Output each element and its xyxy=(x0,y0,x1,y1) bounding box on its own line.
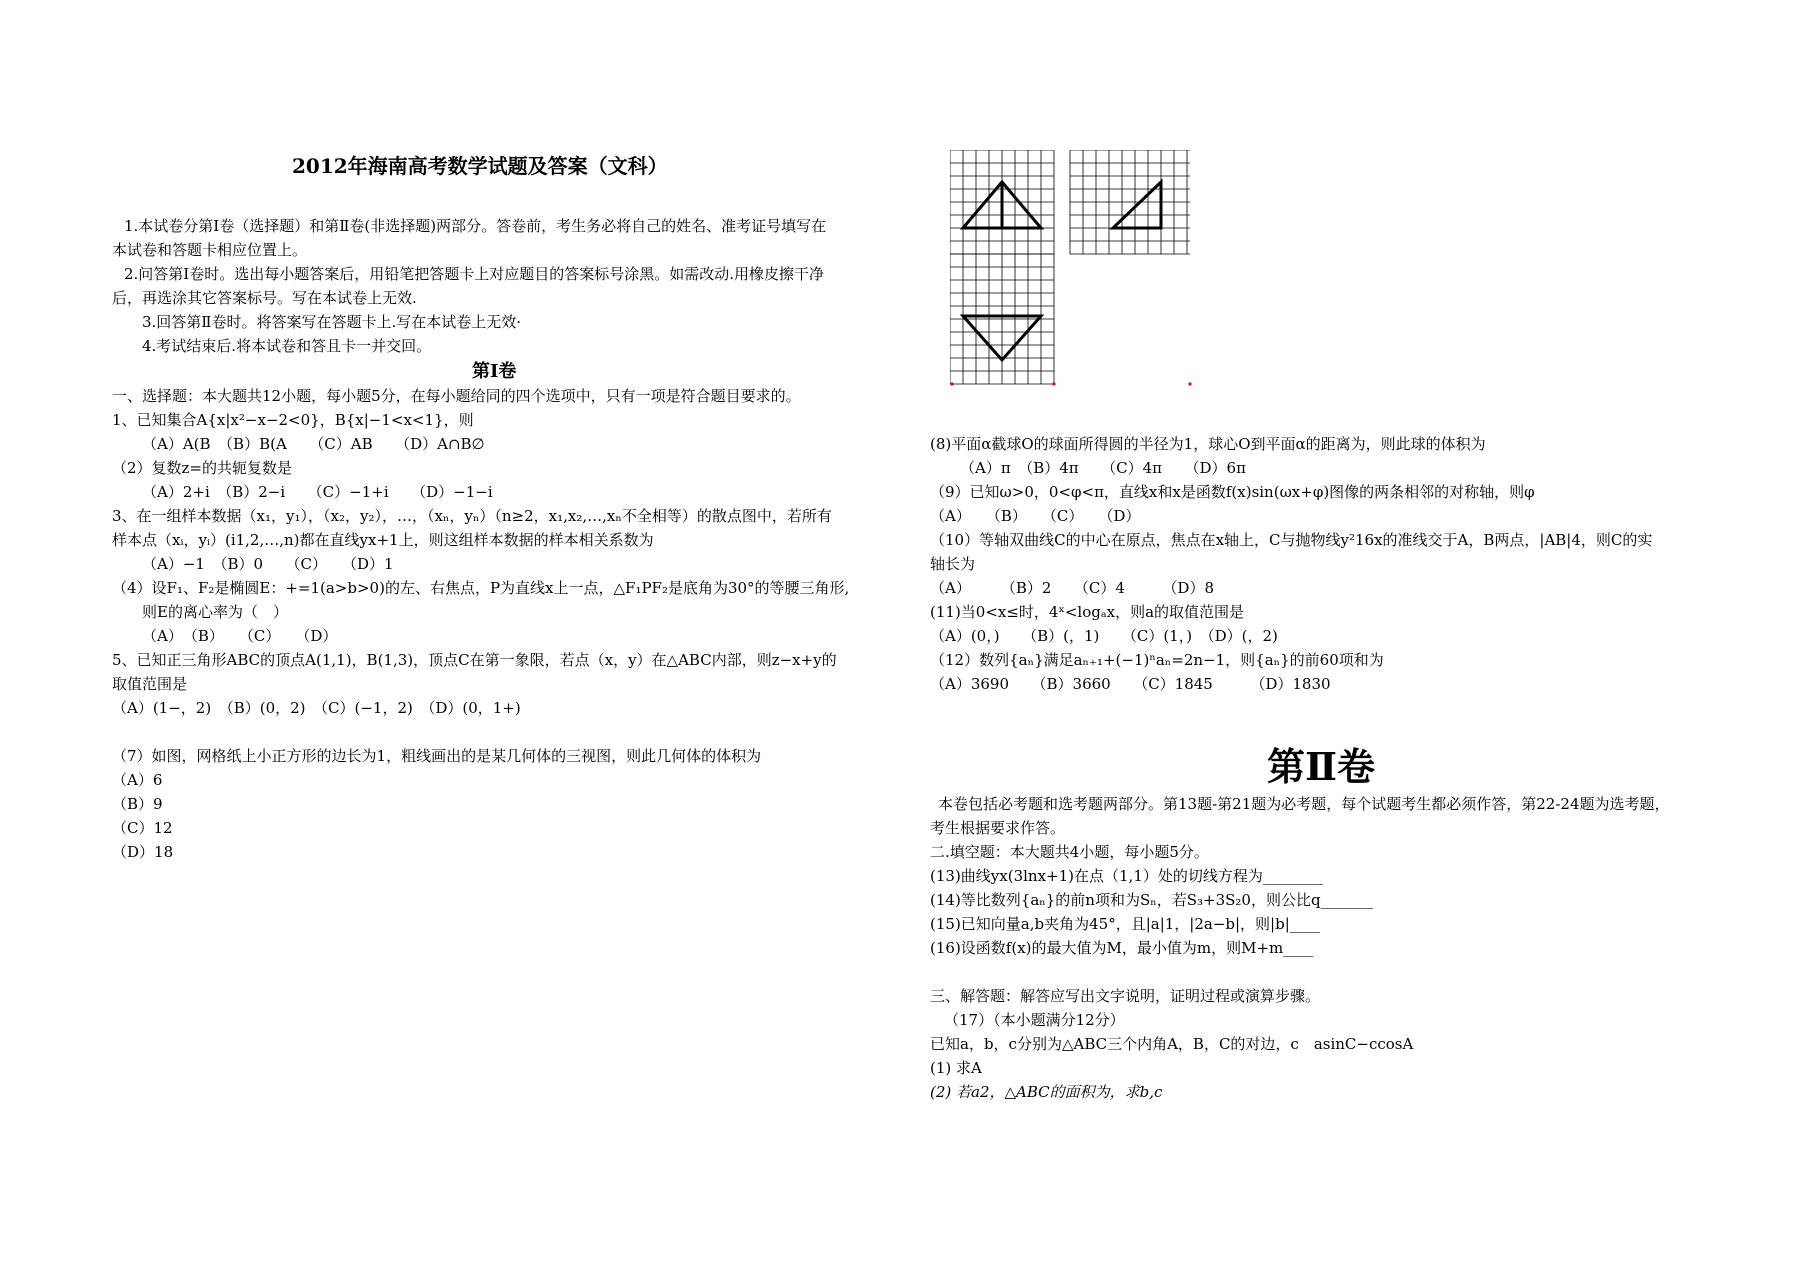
section1-heading: 一、选择题：本大题共12小题，每小题5分，在每小题给同的四个选项中，只有一项是符合题目要求的。 xyxy=(112,387,801,405)
q17-stem: 已知a，b，c分别为△ABC三个内角A，B，C的对边，c asinC−ccosA xyxy=(930,1035,1414,1053)
q15: (15)已知向量a,b夹角为45°，且|a|1，|2a−b|，则|b|____ xyxy=(930,915,1320,933)
q5-stem-cont: 取值范围是 xyxy=(112,675,188,693)
instruction-4: 4.考试结束后.将本试卷和答且卡一并交回。 xyxy=(142,337,432,355)
q7-option-b: （B）9 xyxy=(112,795,163,813)
part2-intro-cont: 考生根据要求作答。 xyxy=(930,819,1066,837)
q1-options: （A）A(B （B）B(A （C）AB （D）A∩B∅ xyxy=(142,435,485,453)
q10-stem-cont: 轴长为 xyxy=(930,555,976,573)
q4-stem: （4）设F₁、F₂是椭圆E：+=1(a>b>0)的左、右焦点，P为直线x上一点，△F₁PF₂是底角为30°的等腰三角形, xyxy=(112,579,850,597)
q9-stem: （9）已知ω>0，0<φ<π，直线x和x是函数f(x)sin(ωx+φ)图像的两条相邻的对称轴，则φ xyxy=(930,483,1535,501)
instruction-2: 2.问答第Ⅰ卷时。选出每小题答案后，用铅笔把答题卡上对应题目的答案标号涂黑。如需改动.用橡皮擦干净 xyxy=(124,265,825,283)
section3-heading: 三、解答题：解答应写出文字说明，证明过程或演算步骤。 xyxy=(930,987,1321,1005)
page-title: 2012年海南高考数学试题及答案（文科） xyxy=(292,154,668,178)
q10-options: （A） （B）2 （C）4 （D）8 xyxy=(930,579,1214,597)
q7-option-c: （C）12 xyxy=(112,819,173,837)
q1-stem: 1、已知集合A{x|x²−x−2<0}，B{x|−1<x<1}，则 xyxy=(112,411,474,429)
q3-stem: 3、在一组样本数据（x₁，y₁），（x₂，y₂），…，（xₙ，yₙ）（n≥2，x₁,x₂,…,xₙ不全相等）的散点图中，若所有 xyxy=(112,507,832,525)
section2-heading: 二.填空题：本大题共4小题，每小题5分。 xyxy=(930,843,1209,861)
q4-options: （A） （B） （C） （D） xyxy=(142,627,338,645)
q11-options: （A）(0，) （B）(，1) （C）(1，) （D）(，2) xyxy=(930,627,1278,645)
q3-options: （A）−1 （B）0 （C） （D）1 xyxy=(142,555,394,573)
three-view-figure xyxy=(950,150,1200,400)
q7-option-a: （A）6 xyxy=(112,771,163,789)
q9-options: （A） （B） （C） （D） xyxy=(930,507,1141,525)
part2-intro: 本卷包括必考题和选考题两部分。第13题-第21题为必考题，每个试题考生都必须作答，第22-24题为选考题， xyxy=(938,795,1670,813)
q17-part1: (1) 求A xyxy=(930,1059,982,1077)
q16: (16)设函数f(x)的最大值为M，最小值为m，则M+m____ xyxy=(930,939,1314,957)
q11-stem: (11)当0<x≤时，4ˣ<logₐx，则a的取值范围是 xyxy=(930,603,1245,621)
q8-stem: (8)平面α截球O的球面所得圆的半径为1，球心O到平面α的距离为，则此球的体积为 xyxy=(930,435,1486,453)
q7-stem: （7）如图，网格纸上小正方形的边长为1，粗线画出的是某几何体的三视图，则此几何体的体积为 xyxy=(112,747,762,765)
q17-part2: (2) 若a2，△ABC的面积为，求b,c xyxy=(930,1083,1163,1101)
q5-options: （A）(1−，2) （B）(0，2) （C）(−1，2) （D）(0，1+) xyxy=(112,699,521,717)
q13: (13)曲线yx(3lnx+1)在点（1,1）处的切线方程为________ xyxy=(930,867,1323,885)
instruction-1: 1.本试卷分第Ⅰ卷（选择题）和第Ⅱ卷(非选择题)两部分。答卷前，考生务必将自己的姓名、准考证号填写在 xyxy=(124,217,827,235)
q17-heading: （17）（本小题满分12分） xyxy=(944,1011,1125,1029)
q12-options: （A）3690 （B）3660 （C）1845 （D）1830 xyxy=(930,675,1331,693)
q7-option-d: （D）18 xyxy=(112,843,174,861)
q8-options: （A）π （B）4π （C）4π （D）6π xyxy=(960,459,1246,477)
instruction-1-cont: 本试卷和答题卡相应位置上。 xyxy=(112,241,308,259)
q12-stem: （12）数列{aₙ}满足aₙ₊₁+(−1)ⁿaₙ=2n−1，则{aₙ}的前60项和为 xyxy=(930,651,1384,669)
q14: (14)等比数列{aₙ}的前n项和为Sₙ，若S₃+3S₂0，则公比q_______ xyxy=(930,891,1374,909)
q2-options: （A）2+i （B）2−i （C）−1+i （D）−1−i xyxy=(142,483,493,501)
q3-stem-cont: 样本点（xᵢ，yᵢ）(i1,2,…,n)都在直线yx+1上，则这组样本数据的样本相关系数为 xyxy=(112,531,654,549)
instruction-3: 3.回答第Ⅱ卷时。将答案写在答题卡上.写在本试卷上无效· xyxy=(142,313,522,331)
instruction-2-cont: 后，再选涂其它答案标号。写在本试卷上无效. xyxy=(112,289,417,307)
q4-stem-cont: 则E的离心率为（ ） xyxy=(142,603,288,621)
part2-heading: 第Ⅱ卷 xyxy=(1267,744,1376,789)
q10-stem: （10）等轴双曲线C的中心在原点，焦点在x轴上，C与抛物线y²16x的准线交于A，B两点，|AB|4，则C的实 xyxy=(930,531,1653,549)
side-view-grid xyxy=(1070,150,1190,254)
q2-stem: （2）复数z=的共轭复数是 xyxy=(112,459,293,477)
q5-stem: 5、已知正三角形ABC的顶点A(1,1)，B(1,3)，顶点C在第一象限，若点（x，y）在△ABC内部，则z−x+y的 xyxy=(112,651,837,669)
part1-heading: 第Ⅰ卷 xyxy=(472,361,517,382)
